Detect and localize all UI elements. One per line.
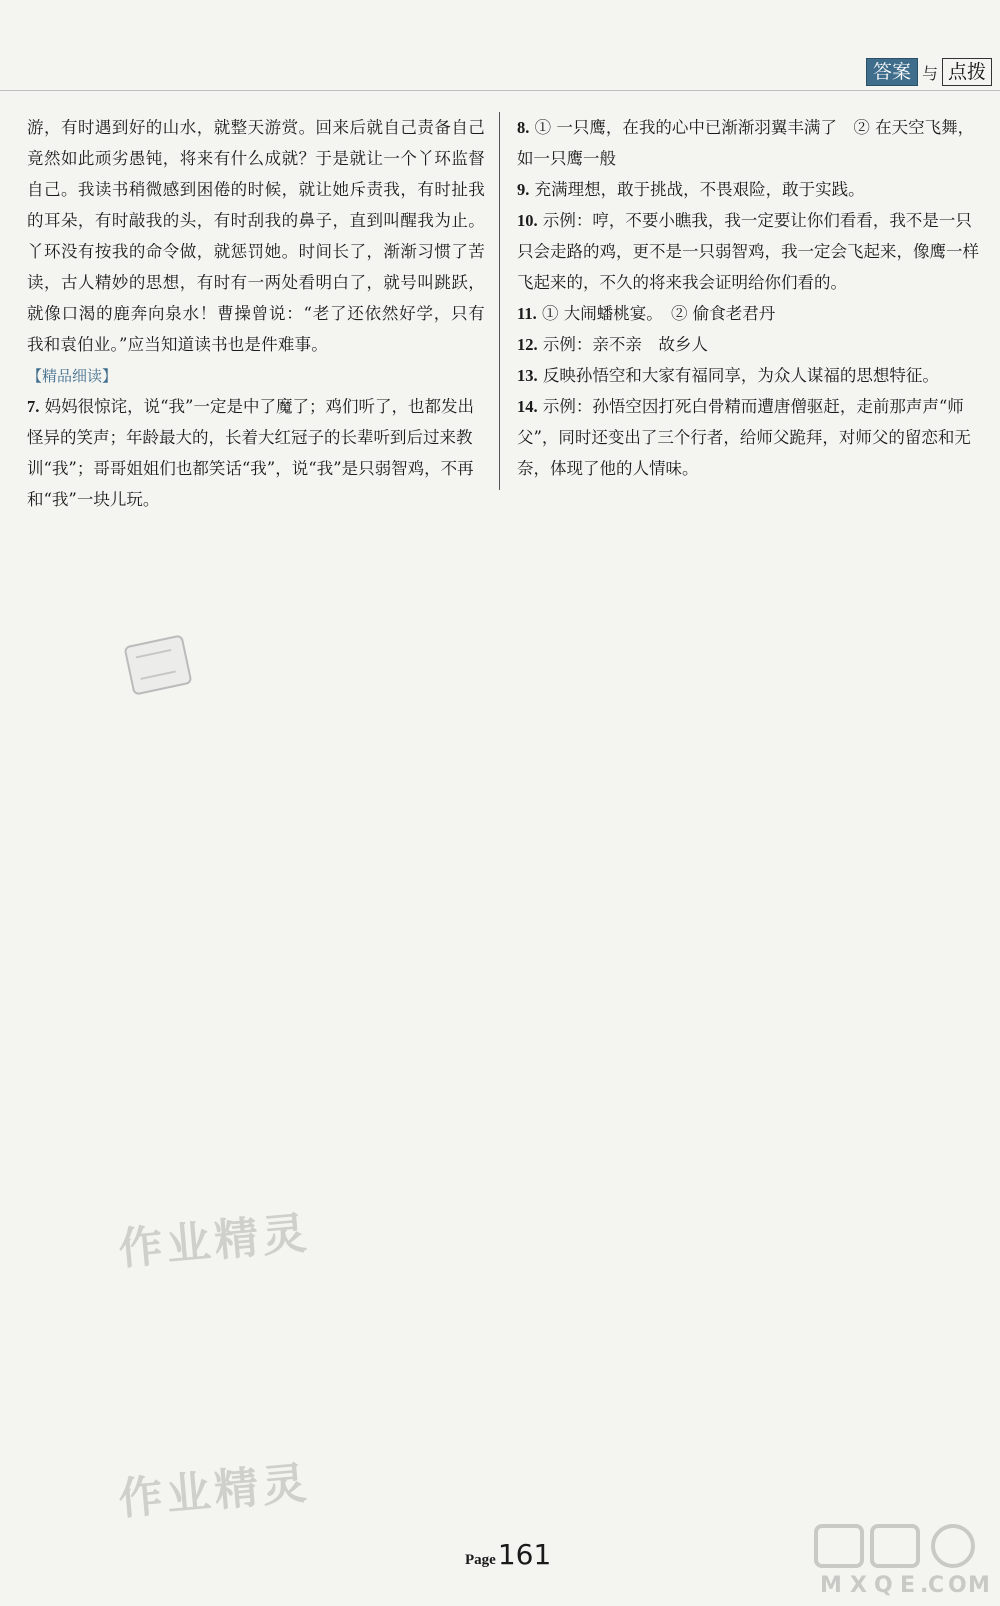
answer-item-8 <box>517 112 979 174</box>
translation-passage: 游，有时遇到好的山水，就整天游赏。回来后就自己责备自己竟然如此顽劣愚钝，将来有什么成就？于是就让一个丫环监督自己。我读书稍微感到困倦的时候，就让她斥责我，有时扯我的耳朵，有时敲我的头，有时刮我的鼻子，直到叫醒我为止。丫环没有按我的命令做，就惩罚她。时间长了，渐渐习惯了苦读，古人精妙的思想，有时有一两处看明白了，就号叫跳跃，就像口渴的鹿奔向泉水！曹操曾说：“老了还依然好学，只有我和袁伯业。”应当知道读书也是件难事。 <box>27 118 485 354</box>
answer-item-14 <box>517 391 979 484</box>
answer-number: 10. <box>517 211 538 230</box>
answer-text: 反映孙悟空和大家有福同享，为众人谋福的思想特征。 <box>542 366 939 385</box>
page-digits: 161 <box>497 1538 552 1571</box>
svg-text:Q: Q <box>874 1573 893 1598</box>
svg-text:O: O <box>948 1573 967 1598</box>
header-tag-and: 与 <box>921 63 938 83</box>
answer-item-7 <box>27 391 485 515</box>
header-rule <box>0 90 1000 91</box>
svg-text:M: M <box>820 1573 842 1598</box>
answer-number: 9. <box>517 180 530 199</box>
svg-text:M: M <box>968 1573 990 1598</box>
stamp-watermark-icon <box>123 634 192 695</box>
page-label: Page <box>465 1552 496 1568</box>
right-column <box>517 112 979 484</box>
page-number <box>465 1538 551 1571</box>
watermark-text: 作业精灵 <box>116 1457 313 1526</box>
answer-number: 14. <box>517 397 538 416</box>
answer-item-11 <box>517 298 979 329</box>
answer-text: 充满理想，敢于挑战，不畏艰险，敢于实践。 <box>534 180 865 199</box>
svg-text:X: X <box>850 1573 867 1598</box>
svg-text:C: C <box>928 1573 945 1598</box>
answer-text: 妈妈很惊诧，说“我”一定是中了魔了；鸡们听了，也都发出怪异的笑声；年龄最大的，长着大红冠子的长辈听到后过来教训“我”；哥哥姐姐们也都笑话“我”，说“我”是只弱智鸡，不再和“我”一块儿玩。 <box>27 397 474 509</box>
svg-text:E: E <box>900 1573 916 1598</box>
header-tag <box>866 58 992 86</box>
site-logo-icon <box>808 1520 990 1598</box>
left-column <box>27 112 485 515</box>
answer-number: 13. <box>517 366 538 385</box>
header-tag-hint: 点拨 <box>942 58 992 86</box>
answer-item-10 <box>517 205 979 298</box>
answer-item-13 <box>517 360 979 391</box>
answer-text: 示例：孙悟空因打死白骨精而遭唐僧驱赶，走前那声声“师父”，同时还变出了三个行者，给师父跪拜，对师父的留恋和无奈，体现了他的人情味。 <box>517 397 971 478</box>
answer-number: 11. <box>517 304 537 323</box>
watermark-text: 作业精灵 <box>116 1207 313 1276</box>
answer-item-12 <box>517 329 979 360</box>
answer-text: 示例：哼，不要小瞧我，我一定要让你们看看，我不是一只只会走路的鸡，更不是一只弱智鸡，我一定会飞起来，像鹰一样飞起来的，不久的将来我会证明给你们看的。 <box>517 211 979 292</box>
answer-number: 12. <box>517 335 538 354</box>
column-divider <box>499 112 500 490</box>
answer-item-9 <box>517 174 979 205</box>
answer-number: 8. <box>517 118 530 137</box>
section-label: 【精品细读】 <box>27 367 118 385</box>
answer-text: 示例：亲不亲 故乡人 <box>542 335 708 354</box>
svg-text:.: . <box>920 1573 929 1598</box>
header-tag-answer: 答案 <box>866 58 918 86</box>
answer-number: 7. <box>27 397 40 416</box>
answer-text: ① 大闹蟠桃宴。 ② 偷食老君丹 <box>541 304 776 323</box>
answer-text: ① 一只鹰，在我的心中已渐渐羽翼丰满了 ② 在天空飞舞，如一只鹰一般 <box>517 118 975 168</box>
